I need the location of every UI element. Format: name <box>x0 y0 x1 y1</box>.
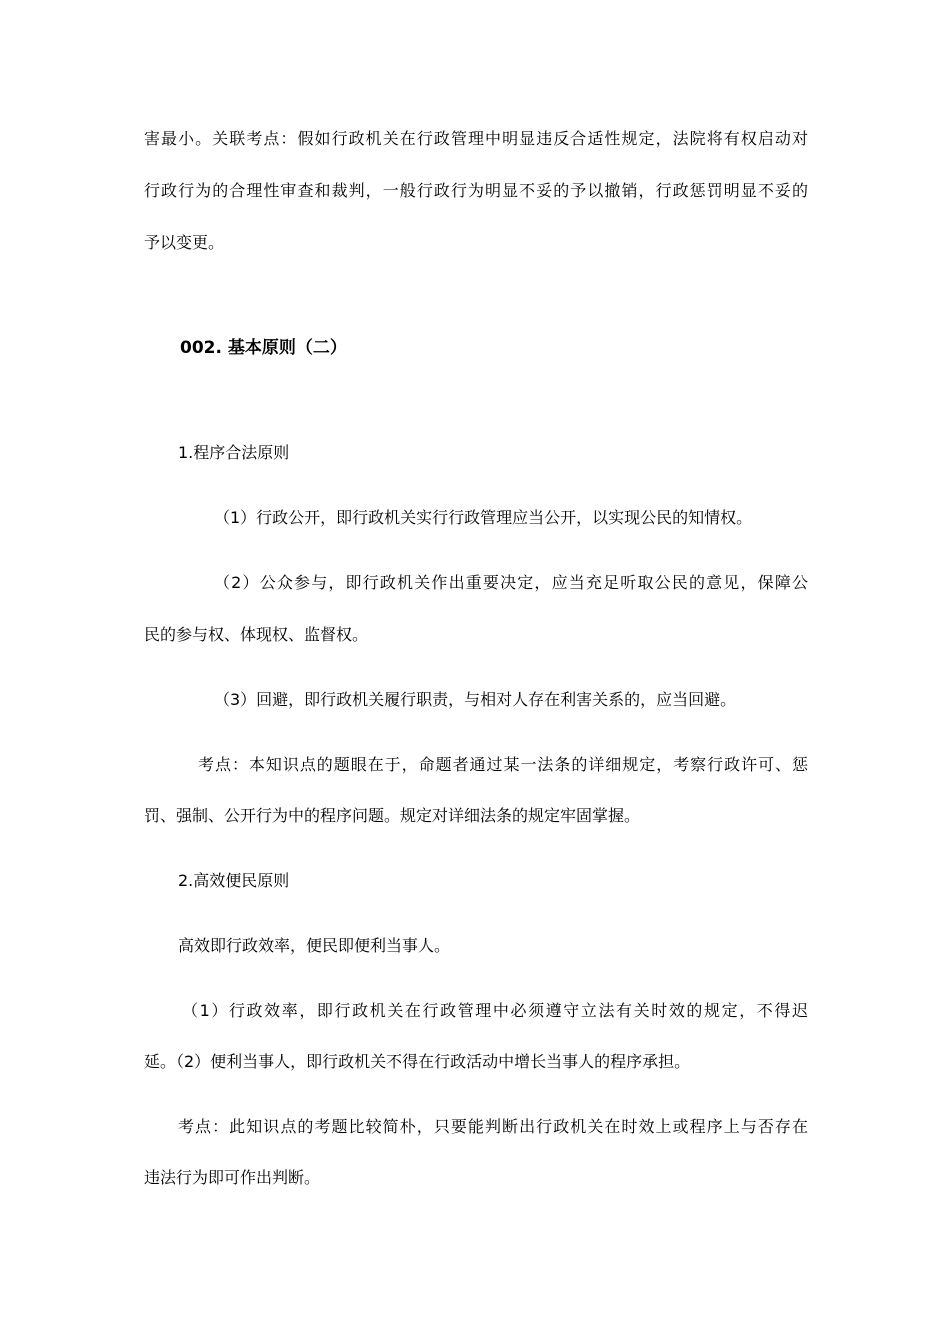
note-line: 考点：此知识点的考题比较简朴，只要能判断出行政机关在时效上或程序上与否存在 <box>178 1117 808 1136</box>
paragraph-line: 予以变更。 <box>144 233 225 252</box>
sub-item-continuation: 民的参与权、体现权、监督权。 <box>144 625 369 644</box>
note-line: 罚、强制、公开行为中的程序问题。规定对详细法条的规定牢固掌握。 <box>144 806 641 825</box>
note-line: 违法行为即可作出判断。 <box>144 1168 321 1187</box>
paragraph-line: 高效即行政效率，便民即便利当事人。 <box>178 936 451 955</box>
item-title: 2.高效便民原则 <box>178 871 290 890</box>
note-line: 考点：本知识点的题眼在于，命题者通过某一法条的详细规定，考察行政许可、惩 <box>198 755 808 774</box>
paragraph-line: 害最小。关联考点：假如行政机关在行政管理中明显违反合适性规定，法院将有权启动对 <box>144 129 808 148</box>
sub-item: （3）回避，即行政机关履行职责，与相对人存在利害关系的，应当回避。 <box>214 690 737 709</box>
item-title: 1.程序合法原则 <box>178 443 290 462</box>
paragraph-line: 延。（2）便利当事人，即行政机关不得在行政活动中增长当事人的程序承担。 <box>144 1052 691 1071</box>
paragraph-line: （1）行政效率，即行政机关在行政管理中必须遵守立法有关时效的规定，不得迟 <box>182 1001 808 1020</box>
sub-item: （2）公众参与，即行政机关作出重要决定，应当充足听取公民的意见，保障公 <box>214 573 808 592</box>
sub-item: （1）行政公开，即行政机关实行行政管理应当公开，以实现公民的知情权。 <box>214 508 753 527</box>
paragraph-line: 行政行为的合理性审查和裁判，一般行政行为明显不妥的予以撤销，行政惩罚明显不妥的 <box>144 181 808 200</box>
section-heading: 002. 基本原则（二） <box>180 338 347 358</box>
